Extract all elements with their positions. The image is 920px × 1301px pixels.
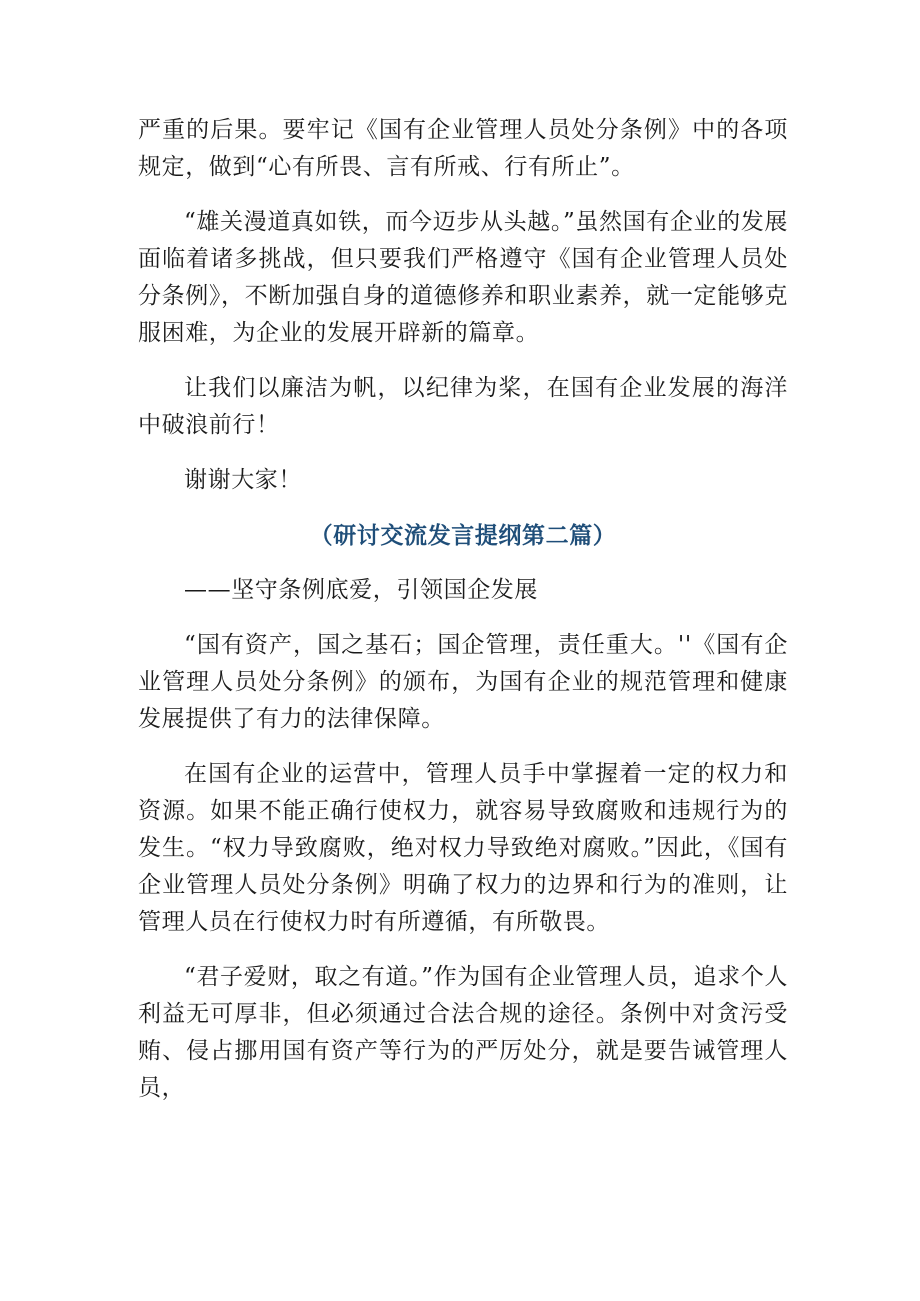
paragraph: “雄关漫道真如铁，而今迈步从头越。”虽然国有企业的发展面临着诸多挑战，但只要我们严格遵守《国有企业管理人员处分条例》，不断加强自身的道德修养和职业素养，就一定能够克服困难，为企业的发展开辟新的篇章。 [138, 209, 788, 346]
closing-remark: 谢谢大家！ [184, 467, 302, 493]
paragraph: 让我们以廉洁为帆，以纪律为桨，在国有企业发展的海洋中破浪前行！ [138, 375, 788, 438]
paragraph: 严重的后果。要牢记《国有企业管理人员处分条例》中的各项规定，做到“心有所畏、言有所戒、行有所止”。 [138, 117, 788, 180]
section-subtitle: ——坚守条例底爱，引领国企发展 [184, 577, 538, 603]
paragraph: “国有资产，国之基石；国企管理，责任重大。''《国有企业管理人员处分条例》的颁布，为国有企业的规范管理和健康发展提供了有力的法律保障。 [138, 632, 788, 732]
section-heading: （研讨交流发言提纲第二篇） [309, 522, 617, 549]
paragraph: “君子爱财，取之有道。”作为国有企业管理人员，追求个人利益无可厚非，但必须通过合法合规的途径。条例中对贪污受贿、侵占挪用国有资产等行为的严厉处分，就是要告诫管理人员， [138, 964, 788, 1101]
document-page [138, 112, 788, 1107]
paragraph: 在国有企业的运营中，管理人员手中掌握着一定的权力和资源。如果不能正确行使权力，就容易导致腐败和违规行为的发生。“权力导致腐败，绝对权力导致绝对腐败。”因此，《国有企业管理人员处分条例》明确了权力的边界和行为的准则，让管理人员在行使权力时有所遵循，有所敬畏。 [138, 761, 788, 935]
